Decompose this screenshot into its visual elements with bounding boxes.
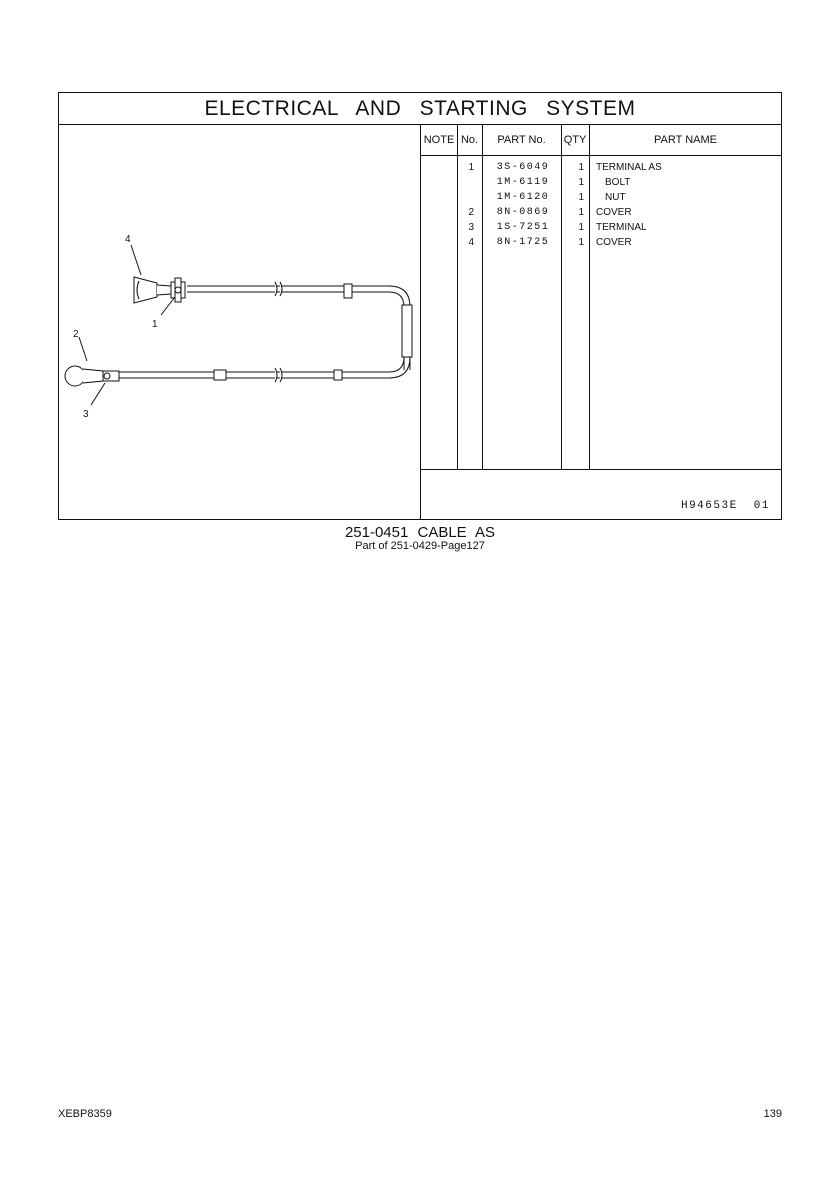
quantity: 1 <box>578 177 584 188</box>
document-id: XEBP8359 <box>58 1108 112 1120</box>
quantity: 1 <box>578 192 584 203</box>
callout-3: 3 <box>83 409 89 420</box>
assembly-caption: 251-0451 CABLE AS <box>344 524 496 541</box>
header-divider <box>421 155 782 156</box>
table-row <box>421 190 782 205</box>
cover-2-ring <box>65 366 85 386</box>
page-number: 139 <box>763 1108 782 1120</box>
part-name: COVER <box>596 237 632 248</box>
part-name: COVER <box>596 207 632 218</box>
quantity: 1 <box>578 162 584 173</box>
cable-upper <box>187 292 404 370</box>
callout-1: 1 <box>152 319 158 330</box>
part-name: TERMINAL AS <box>596 162 662 173</box>
col-partno-header: PART No. <box>497 134 546 146</box>
clip-lower-2 <box>334 370 342 380</box>
cable-illustration <box>59 125 421 520</box>
cable-lower-inner <box>119 357 410 378</box>
clip-lower-1 <box>214 370 226 380</box>
footer-divider <box>421 469 782 470</box>
bend-sleeve <box>402 305 412 357</box>
item-no: 4 <box>468 237 474 248</box>
parts-table <box>421 125 782 520</box>
quantity: 1 <box>578 237 584 248</box>
table-row <box>421 175 782 190</box>
table-row <box>421 160 782 175</box>
quantity: 1 <box>578 207 584 218</box>
col-partname-header: PART NAME <box>654 134 717 146</box>
item-no: 2 <box>468 207 474 218</box>
cable-upper-inner <box>187 286 410 370</box>
part-number: 1M-6119 <box>496 177 550 188</box>
table-row <box>421 205 782 220</box>
clip-upper <box>344 284 352 298</box>
part-name: BOLT <box>605 177 631 188</box>
section-title: ELECTRICAL AND STARTING SYSTEM <box>59 93 781 125</box>
col-no-header: No. <box>460 134 479 146</box>
assembly-subcaption: Part of 251-0429-Page127 <box>355 540 485 552</box>
cable-lower <box>119 357 404 372</box>
part-number: 8N-1725 <box>496 237 550 248</box>
table-row <box>421 220 782 235</box>
item-no: 3 <box>468 222 474 233</box>
part-number: 1S-7251 <box>496 222 550 233</box>
col-qty-header: QTY <box>563 134 587 146</box>
cable-diagram <box>59 125 421 520</box>
parts-frame <box>58 92 782 520</box>
part-number: 1M-6120 <box>496 192 550 203</box>
callout-4: 4 <box>125 234 131 245</box>
callout-2: 2 <box>73 329 79 340</box>
illustration-reference: H94653E 01 <box>680 500 770 512</box>
part-name: TERMINAL <box>596 222 647 233</box>
part-number: 3S-6049 <box>496 162 550 173</box>
part-number: 8N-0869 <box>496 207 550 218</box>
quantity: 1 <box>578 222 584 233</box>
item-no: 1 <box>468 162 474 173</box>
col-note-header: NOTE <box>423 134 455 146</box>
table-row <box>421 235 782 250</box>
part-name: NUT <box>605 192 626 203</box>
